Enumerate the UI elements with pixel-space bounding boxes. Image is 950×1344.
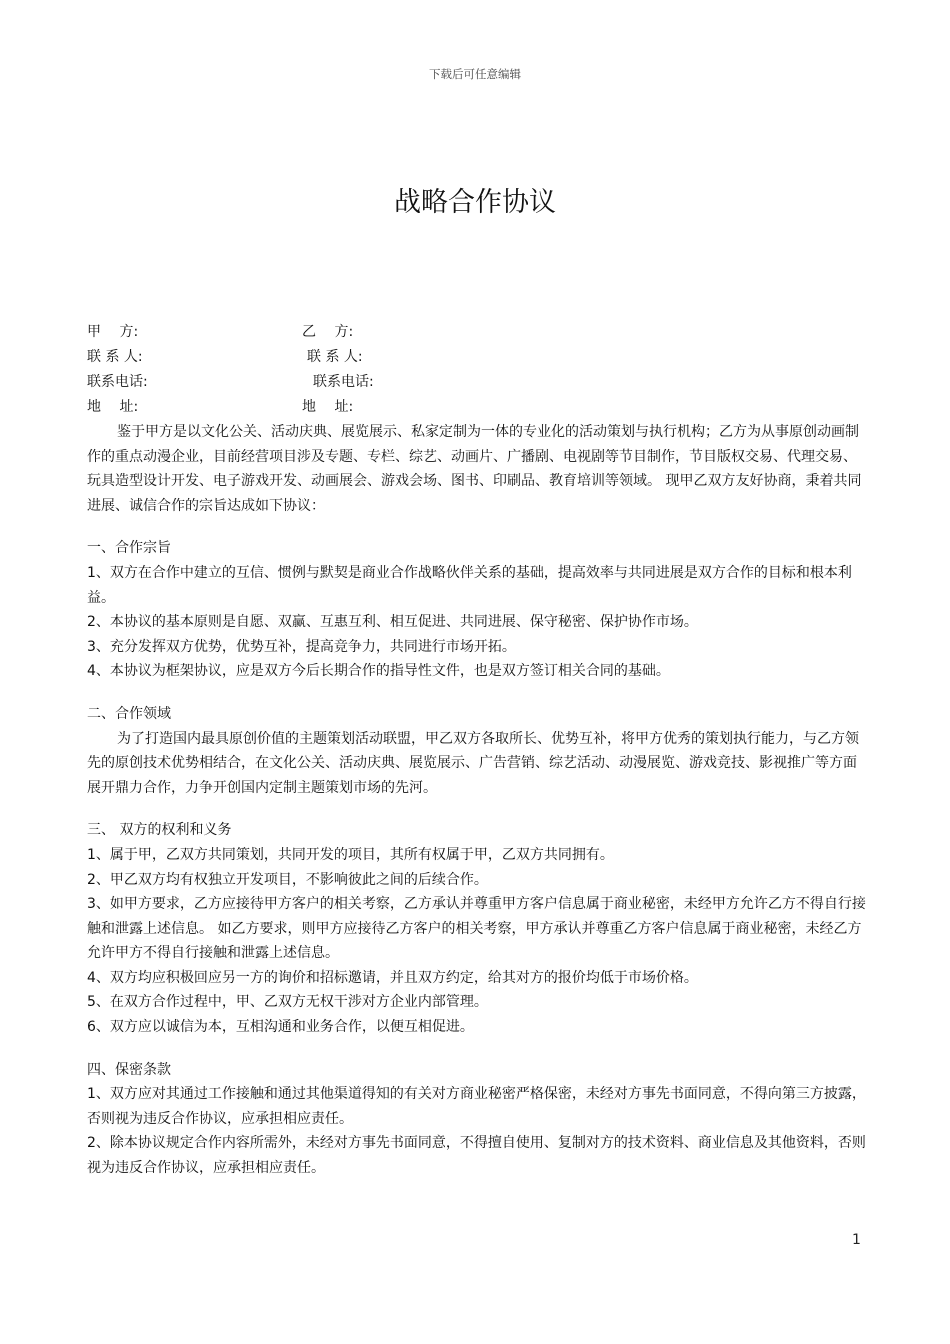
section-title: 四、保密条款	[87, 1061, 171, 1078]
party-a-phone-label: 联系电话:	[87, 374, 148, 390]
list-item: 1、双方在合作中建立的互信、惯例与默契是商业合作战略伙伴关系的基础，提高效率与共同进展是双方合作的目标和根本利益。	[87, 564, 852, 606]
parties-block	[87, 320, 867, 420]
party-row-phone	[87, 370, 867, 395]
party-a-name-label: 甲 方:	[87, 324, 139, 340]
header-note: 下载后可任意编辑	[429, 67, 521, 81]
list-item: 3、如甲方要求，乙方应接待甲方客户的相关考察，乙方承认并尊重甲方客户信息属于商业秘密，未经甲方允许乙方不得自行接触和泄露上述信息。 如乙方要求，则甲方应接待乙方客户的相关考察，甲方承认并尊重乙方客户信息属于商业秘密，未经乙方允许甲方不得自行接触和泄露上述信息。	[87, 896, 866, 962]
list-item: 2、除本协议规定合作内容所需外，未经对方事先书面同意，不得擅自使用、复制对方的技术资料、商业信息及其他资料，否则视为违反合作协议，应承担相应责任。	[87, 1135, 866, 1177]
section-cooperation-purpose	[87, 536, 867, 684]
list-item: 6、双方应以诚信为本，互相沟通和业务合作，以便互相促进。	[87, 1019, 474, 1036]
party-row-address	[87, 395, 867, 420]
section-paragraph: 为了打造国内最具原创价值的主题策划活动联盟，甲乙双方各取所长、优势互补，将甲方优秀的策划执行能力，与乙方领先的原创技术优势相结合，在文化公关、活动庆典、展览展示、广告营销、综艺活动、动漫展览、游戏竞技、影视推广等方面展开鼎力合作，力争开创国内定制主题策划市场的先河。	[87, 730, 859, 796]
list-item: 4、本协议为框架协议，应是双方今后长期合作的指导性文件，也是双方签订相关合同的基础。	[87, 663, 670, 680]
party-a-contact-label: 联 系 人:	[87, 349, 143, 365]
section-cooperation-field	[87, 702, 867, 800]
section-confidentiality	[87, 1058, 867, 1181]
party-a-address-label: 地 址:	[87, 399, 139, 415]
list-item: 1、属于甲，乙双方共同策划，共同开发的项目，其所有权属于甲，乙双方共同拥有。	[87, 846, 614, 863]
page-number: 1	[852, 1232, 861, 1248]
party-b-name-label: 乙 方:	[302, 324, 354, 340]
section-rights-obligations	[87, 818, 867, 1039]
section-title: 一、合作宗旨	[87, 540, 171, 557]
list-item: 2、本协议的基本原则是自愿、双赢、互惠互利、相互促进、共同进展、保守秘密、保护协作市场。	[87, 614, 698, 631]
party-b-phone-label: 联系电话:	[313, 374, 374, 390]
section-title: 三、 双方的权利和义务	[87, 822, 232, 839]
party-row-name	[87, 320, 867, 345]
list-item: 3、充分发挥双方优势，优势互补，提高竞争力，共同进行市场开拓。	[87, 638, 516, 655]
list-item: 1、双方应对其通过工作接触和通过其他渠道得知的有关对方商业秘密严格保密，未经对方事先书面同意，不得向第三方披露，否则视为违反合作协议，应承担相应责任。	[87, 1086, 866, 1127]
document-title: 战略合作协议	[394, 187, 556, 218]
section-title: 二、合作领域	[87, 705, 171, 722]
list-item: 5、在双方合作过程中，甲、乙双方无权干涉对方企业内部管理。	[87, 994, 488, 1011]
list-item: 2、甲乙双方均有权独立开发项目，不影响彼此之间的后续合作。	[87, 871, 488, 888]
intro-paragraph: 鉴于甲方是以文化公关、活动庆典、展览展示、私家定制为一体的专业化的活动策划与执行机构；乙方为从事原创动画制作的重点动漫企业，目前经营项目涉及专题、专栏、综艺、动画片、广播剧、电视剧等节目制作，节目版权交易、代理交易、玩具造型设计开发、电子游戏开发、动画展会、游戏会场、图书、印刷品、教育培训等领域。 现甲乙双方友好协商，秉着共同进展、诚信合作的宗旨达成如下协议：	[87, 424, 862, 514]
party-b-address-label: 地 址:	[302, 399, 354, 415]
party-row-contact	[87, 345, 867, 370]
agreement-body	[87, 420, 867, 1181]
party-b-contact-label: 联 系 人:	[307, 349, 363, 365]
list-item: 4、双方均应积极回应另一方的询价和招标邀请，并且双方约定，给其对方的报价均低于市场价格。	[87, 969, 698, 986]
